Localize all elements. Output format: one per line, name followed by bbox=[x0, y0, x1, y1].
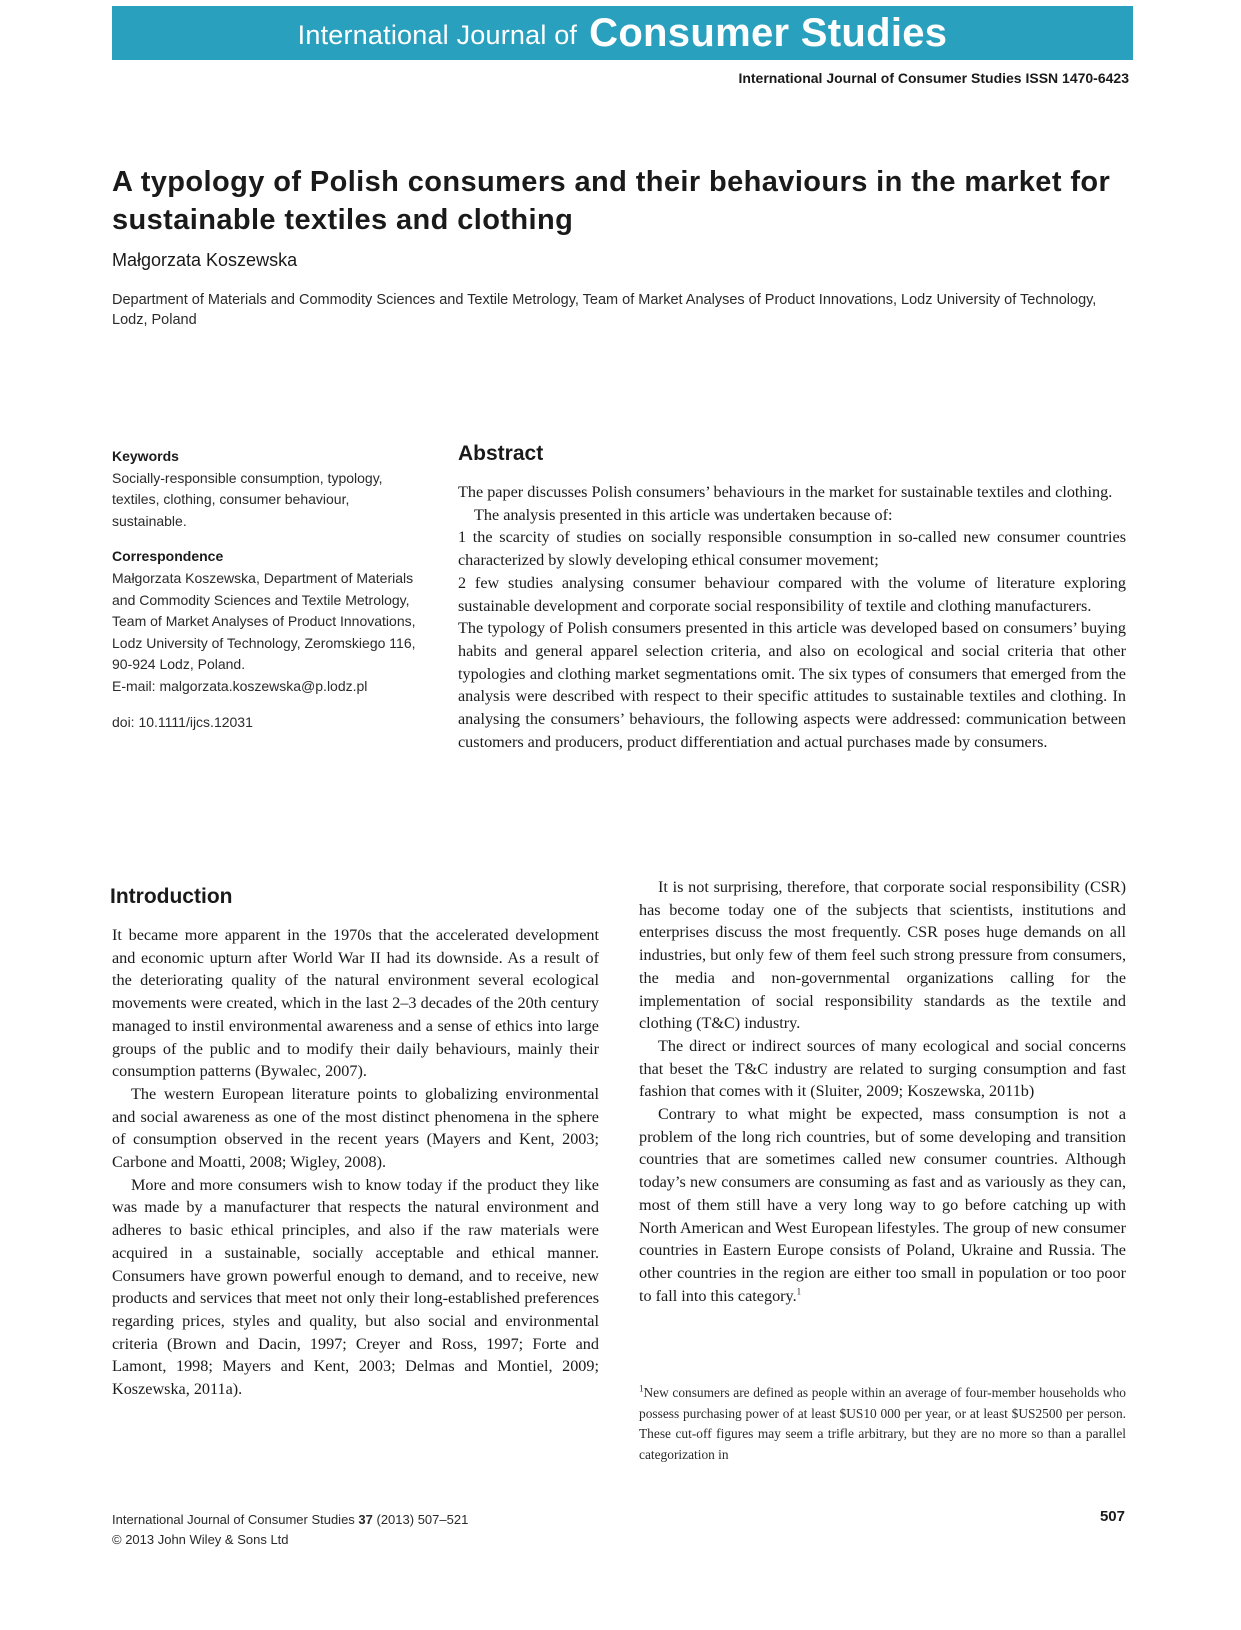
page-footer-citation bbox=[112, 1510, 468, 1550]
body-column-left bbox=[112, 924, 599, 1401]
footnote bbox=[639, 1383, 1126, 1465]
keywords-text: Socially-responsible consumption, typology, textiles, clothing, consumer behaviour, sustainable. bbox=[112, 469, 383, 529]
abstract-body bbox=[458, 481, 1126, 753]
abstract-heading: Abstract bbox=[458, 442, 544, 465]
article-affiliation: Department of Materials and Commodity Sciences and Textile Metrology, Team of Market Analyses of Product Innovations, Lodz University of Technology, Lodz, Poland bbox=[112, 292, 1097, 328]
correspondence-block bbox=[112, 546, 422, 697]
abstract-paragraph: The paper discusses Polish consumers’ behaviours in the market for sustainable textiles and clothing. bbox=[458, 483, 1113, 501]
doi-block bbox=[112, 712, 422, 734]
issn-line: International Journal of Consumer Studies ISSN 1470-6423 bbox=[738, 70, 1129, 86]
footer-volume: 37 bbox=[358, 1512, 373, 1527]
abstract-paragraph: The analysis presented in this article was undertaken because of: bbox=[474, 505, 893, 524]
footer-copyright: © 2013 John Wiley & Sons Ltd bbox=[112, 1532, 289, 1547]
footnote-mark: 1 bbox=[639, 1383, 644, 1394]
body-paragraph-text: Contrary to what might be expected, mass consumption is not a problem of the long rich countries, but of some developing and transition countries that are sometimes called new consumer countries. Although today’s new consumers are consuming as fast and as variously as they can, most of them still have a very long way to go before catching up with North American and West European lifestyles. The group of new consumer countries in Eastern Europe consists of Poland, Ukraine and Russia. The other countries in the region are either too small in population or too poor to fall into this category. bbox=[639, 1105, 1126, 1305]
article-author: Małgorzata Koszewska bbox=[112, 250, 298, 270]
body-paragraph: The direct or indirect sources of many ecological and social concerns that beset the T&C industry are related to surging consumption and fast fashion that comes with it (Sluiter, 2009; Koszewska, 2011b) bbox=[639, 1036, 1126, 1101]
article-title: A typology of Polish consumers and their behaviours in the market for sustainable textiles and clothing bbox=[112, 166, 1111, 236]
abstract-list-item: 2 few studies analysing consumer behaviour compared with the volume of literature exploring sustainable development and corporate social responsibility of textile and clothing manufacturers. bbox=[458, 573, 1126, 615]
correspondence-text: Małgorzata Koszewska, Department of Materials and Commodity Sciences and Textile Metrology, Team of Market Analyses of Product Innovations, Lodz University of Technology, Zeromskiego 116, 90-924 Lodz, Poland. bbox=[112, 569, 416, 673]
article-sidebar bbox=[112, 446, 422, 747]
keywords-block bbox=[112, 446, 422, 532]
footnote-text: New consumers are defined as people within an average of four-member households who possess purchasing power of at least $US10 000 per year, or at least $US2500 per person. These cut-off figures may seem a trifle arbitrary, but they are no more so than a parallel categorization in bbox=[639, 1385, 1126, 1462]
footnote-reference[interactable]: 1 bbox=[796, 1286, 802, 1297]
footer-years-pages: (2013) 507–521 bbox=[372, 1512, 469, 1527]
page-number: 507 bbox=[1099, 1508, 1125, 1525]
abstract-paragraph: The typology of Polish consumers presented in this article was developed based on consumers’ buying habits and general apparel selection criteria, and also on ecological and social criteria that other typologies and clothing market segmentations omit. The six types of consumers that emerged from the analysis were described with respect to their specific attitudes to sustainable textiles and clothing. In analysing the consumers’ behaviours, the following aspects were addressed: communication between customers and producers, product differentiation and actual purchases made by consumers. bbox=[458, 619, 1126, 751]
abstract-list-item: 1 the scarcity of studies on socially responsible consumption in so-called new consumer countries characterized by slowly developing ethical consumer movement; bbox=[458, 528, 1126, 570]
body-column-right bbox=[639, 876, 1126, 1307]
journal-name-main: Consumer Studies bbox=[589, 10, 948, 55]
correspondence-heading: Correspondence bbox=[112, 548, 224, 565]
journal-name-prefix: International Journal of bbox=[297, 19, 578, 50]
body-paragraph: It is not surprising, therefore, that corporate social responsibility (CSR) has become today one of the subjects that scientists, institutions and enterprises discuss the most frequently. CSR poses huge demands on all industries, but only few of them feel such strong pressure from consumers, the media and non-governmental organizations calling for the implementation of social responsibility standards as the textile and clothing (T&C) industry. bbox=[639, 878, 1126, 1033]
introduction-heading: Introduction bbox=[110, 885, 233, 908]
journal-banner bbox=[112, 6, 1133, 60]
footer-citation-line bbox=[112, 1510, 468, 1530]
doi-link[interactable]: doi: 10.1111/ijcs.12031 bbox=[112, 713, 253, 730]
body-paragraph: The western European literature points to globalizing environmental and social awareness as one of the most distinct phenomena in the sphere of consumption observed in the recent years (Mayers and Kent, 2003; Carbone and Moatti, 2008; Wigley, 2008). bbox=[112, 1084, 599, 1172]
body-paragraph: It became more apparent in the 1970s that the accelerated development and economic upturn after World War II had its downside. As a result of the deteriorating quality of the natural environment several ecological movements were created, which in the last 2–3 decades of the 20th century managed to instil environmental awareness and a sense of ethics into large groups of the public and to modify their daily behaviours, mainly their consumption patterns (Bywalec, 2007). bbox=[112, 926, 599, 1081]
body-paragraph bbox=[639, 1103, 1126, 1307]
keywords-heading: Keywords bbox=[112, 448, 179, 464]
email-line[interactable]: E-mail: malgorzata.koszewska@p.lodz.pl bbox=[112, 677, 368, 694]
footer-journal: International Journal of Consumer Studies bbox=[112, 1512, 359, 1527]
body-paragraph: More and more consumers wish to know today if the product they like was made by a manufacturer that respects the natural environment and adheres to basic ethical principles, and also if the raw materials were acquired in a sustainable, socially acceptable and ethical manner. Consumers have grown powerful enough to demand, and to receive, new products and services that meet not only their long-established preferences regarding prices, styles and quality, but also social and environmental criteria (Brown and Dacin, 1997; Creyer and Ross, 1997; Forte and Lamont, 1998; Mayers and Kent, 2003; Delmas and Montiel, 2009; Koszewska, 2011a). bbox=[112, 1175, 599, 1399]
